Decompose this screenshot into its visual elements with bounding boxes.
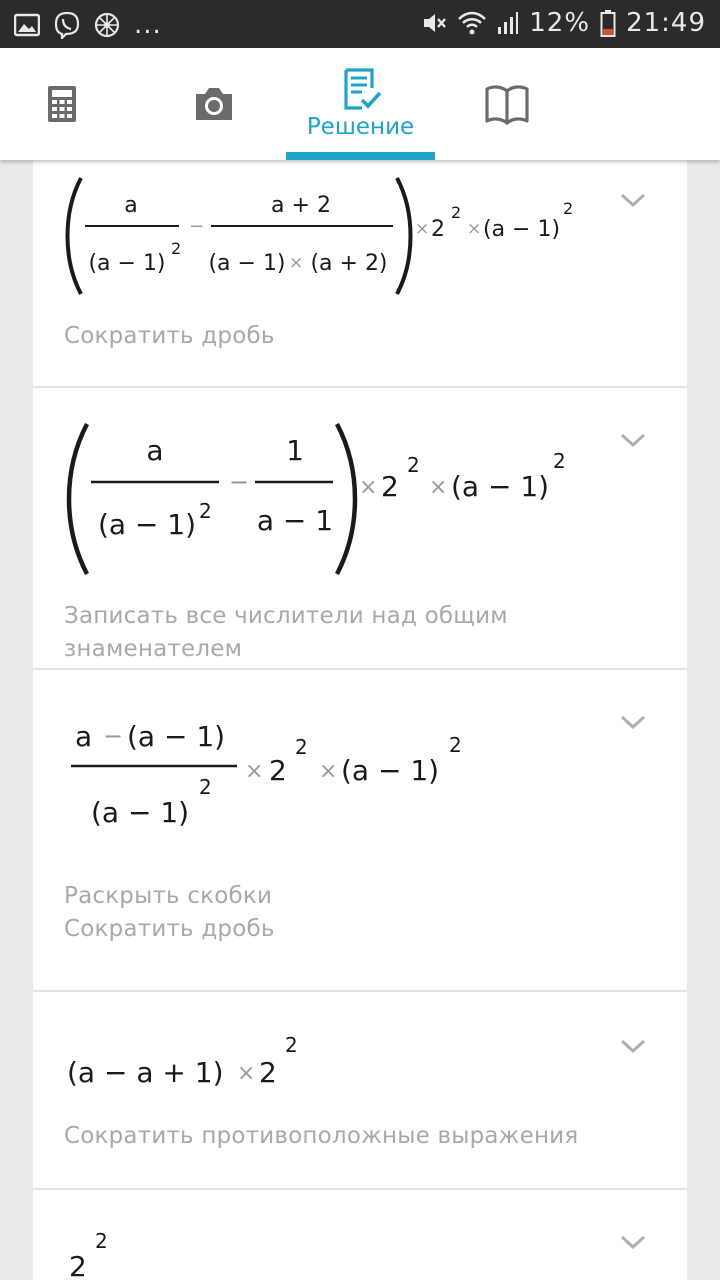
step-3-denominator: (a − 1) — [91, 796, 190, 829]
viber-icon — [54, 11, 80, 39]
solution-step-1[interactable] — [33, 160, 687, 388]
toolbar — [0, 48, 720, 160]
step-3-description-1: Раскрыть скобки — [64, 883, 273, 909]
step-3-description-2: Сократить дробь — [64, 916, 275, 942]
step-5-base-exponent: 2 — [95, 1229, 108, 1253]
step-2-term1-exponent: 2 — [199, 499, 212, 523]
solution-step-3[interactable] — [33, 670, 687, 992]
step-1-expression — [33, 160, 633, 310]
solution-icon — [340, 68, 382, 110]
step-1-term1-numerator: a — [124, 193, 138, 218]
step-4-base: 2 — [259, 1056, 277, 1089]
step-2-minus: − — [229, 468, 250, 496]
chevron-down-icon[interactable] — [619, 432, 647, 450]
chevron-down-icon[interactable] — [619, 714, 647, 732]
chevron-down-icon[interactable] — [619, 192, 647, 210]
step-1-description: Сократить дробь — [64, 323, 275, 349]
tab-book[interactable] — [474, 48, 540, 160]
step-1-base: 2 — [431, 217, 445, 242]
step-1-times-1: × — [415, 219, 430, 239]
step-3-denominator-exponent: 2 — [199, 775, 212, 799]
image-icon — [14, 13, 40, 37]
step-2-times-2: × — [429, 475, 448, 500]
step-3-numerator-a: a — [75, 720, 93, 753]
step-4-base-exponent: 2 — [285, 1033, 298, 1057]
solution-steps[interactable] — [33, 160, 687, 1280]
step-2-term2-denominator: a − 1 — [256, 504, 334, 537]
step-3-tail-exponent: 2 — [449, 733, 462, 757]
tab-solution-label: Решение — [306, 114, 415, 140]
step-3-expression — [33, 670, 633, 860]
step-2-base-exponent: 2 — [407, 453, 420, 477]
chevron-down-icon[interactable] — [619, 1234, 647, 1252]
step-1-base-exponent: 2 — [451, 203, 462, 222]
step-3-numerator-minus: − — [103, 722, 124, 750]
camera-icon — [193, 86, 235, 122]
step-2-description: Записать все числители над общим знаменателем — [64, 603, 508, 662]
step-3-tail-paren: (a − 1) — [341, 754, 440, 787]
step-3-numerator-paren: (a − 1) — [127, 720, 226, 753]
step-4-times: × — [237, 1061, 256, 1086]
step-1-minus: − — [189, 216, 205, 237]
tab-active-indicator — [286, 152, 435, 160]
step-2-term1-denominator: (a − 1) — [97, 508, 197, 541]
step-1-term1-exponent: 2 — [171, 239, 182, 258]
chevron-down-icon[interactable] — [619, 1038, 647, 1056]
more-notifications: ... — [134, 10, 162, 40]
book-icon — [484, 83, 530, 125]
step-3-base: 2 — [269, 754, 287, 787]
step-2-expression — [33, 388, 633, 578]
step-2-tail-paren: (a − 1) — [451, 470, 550, 503]
step-2-term2-numerator: 1 — [286, 434, 304, 467]
step-1-term2-denominator-b: (a + 2) — [310, 251, 388, 276]
step-3-times-2: × — [319, 759, 338, 784]
step-2-tail-exponent: 2 — [553, 449, 566, 473]
clock: 21:49 — [626, 8, 706, 38]
solution-step-2[interactable] — [33, 388, 687, 670]
solution-step-4[interactable] — [33, 992, 687, 1190]
flower-icon — [94, 12, 120, 38]
signal-icon — [497, 11, 519, 35]
tab-solution[interactable] — [286, 48, 435, 160]
step-1-tail-paren: (a − 1) — [483, 217, 561, 242]
tab-calculator[interactable] — [30, 48, 94, 160]
step-4-expression — [33, 992, 433, 1102]
step-1-times-2: × — [467, 219, 482, 239]
step-2-times-1: × — [359, 475, 378, 500]
step-4-paren: (a − a + 1) — [67, 1056, 224, 1089]
step-2-term1-numerator: a — [146, 434, 164, 467]
calculator-icon — [47, 85, 77, 123]
step-1-tail-exponent: 2 — [563, 199, 574, 218]
step-5-base: 2 — [69, 1250, 87, 1280]
status-right — [421, 8, 706, 38]
step-5-expression — [33, 1190, 233, 1280]
step-1-term2-numerator: a + 2 — [271, 193, 331, 218]
status-bar — [0, 0, 720, 48]
wifi-icon — [457, 10, 487, 36]
step-3-times-1: × — [245, 759, 264, 784]
solution-step-5[interactable] — [33, 1190, 687, 1280]
battery-icon — [600, 9, 616, 37]
step-1-term2-times: × — [289, 253, 304, 273]
battery-percent: 12% — [529, 8, 591, 38]
step-1-term1-denominator: (a − 1) — [88, 251, 166, 276]
step-4-description: Сократить противоположные выражения — [64, 1123, 579, 1149]
step-2-base: 2 — [381, 470, 399, 503]
step-1-term2-denominator-a: (a − 1) — [208, 251, 286, 276]
status-left-icons — [14, 10, 162, 40]
tab-camera[interactable] — [180, 48, 248, 160]
mute-icon — [421, 10, 447, 36]
step-3-base-exponent: 2 — [295, 735, 308, 759]
